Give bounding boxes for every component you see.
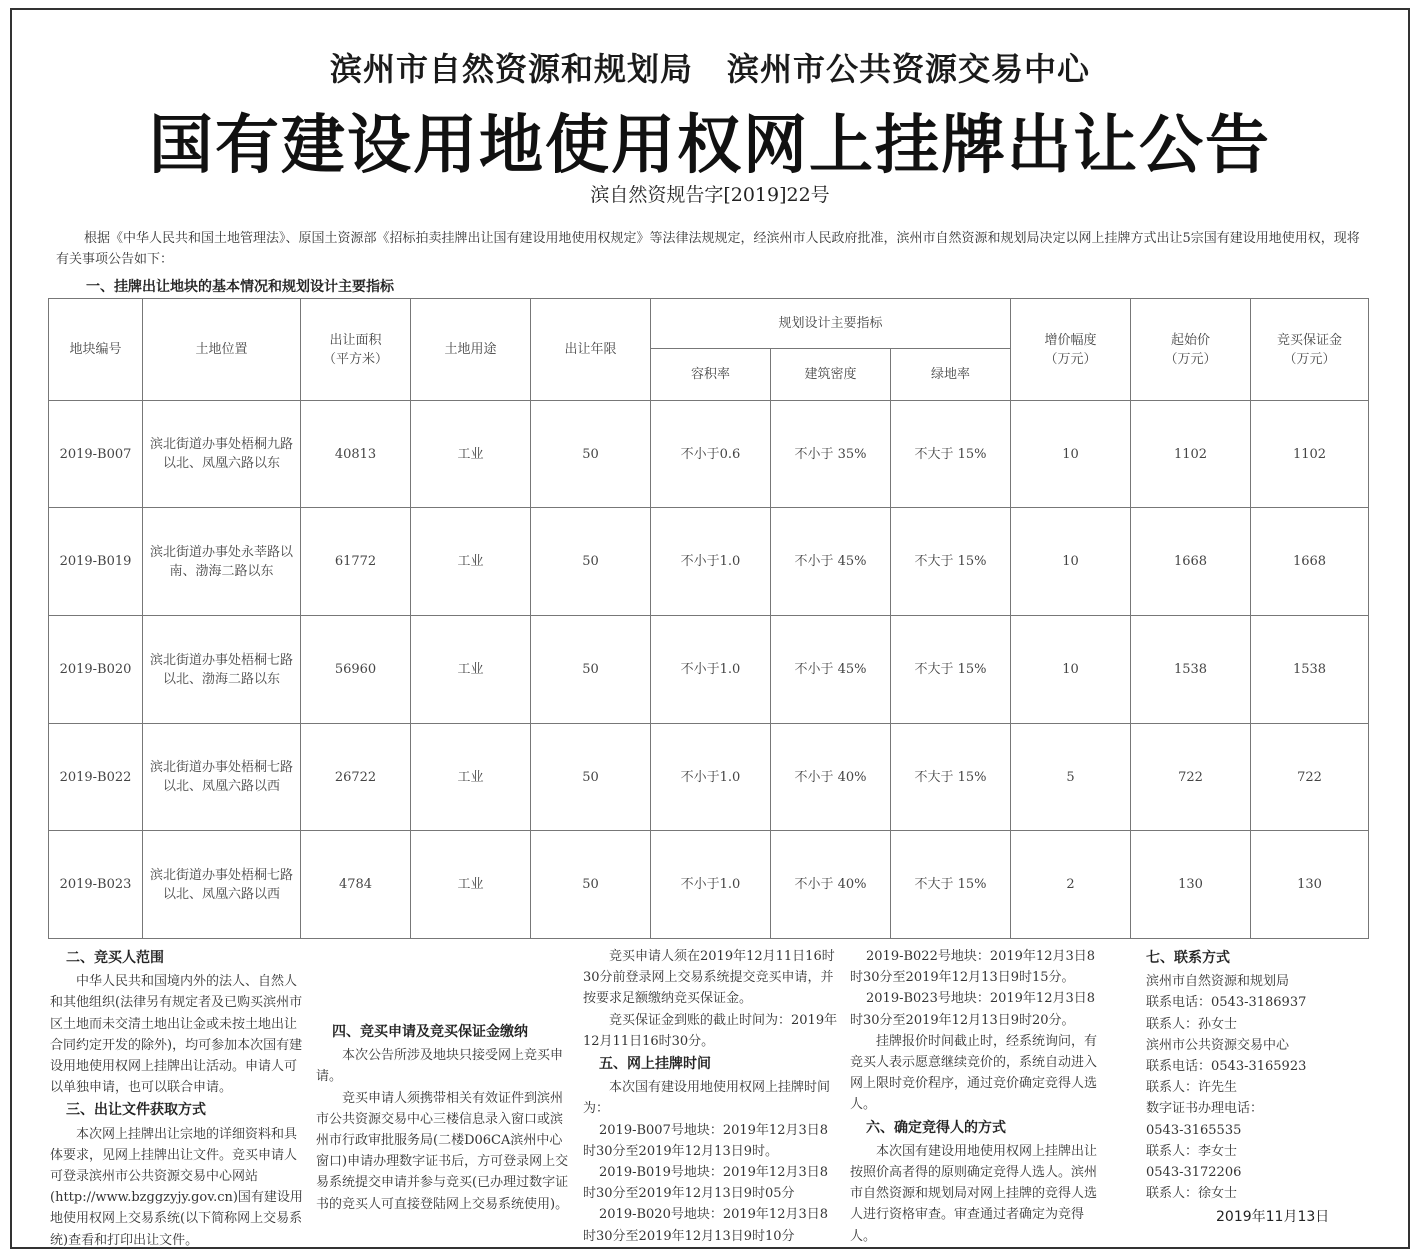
cell-parcel-no: 2019-B020 — [49, 616, 143, 724]
cell-location: 滨北街道办事处梧桐七路以北、凤凰六路以西 — [143, 831, 301, 939]
cell-area: 56960 — [301, 616, 411, 724]
text-column-1 — [50, 946, 305, 1251]
cell-parcel-no: 2019-B007 — [49, 401, 143, 508]
table-row — [49, 831, 1369, 939]
text-column-3 — [583, 946, 839, 1247]
contact-line: 联系人：徐女士 — [1146, 1186, 1238, 1202]
section-4-p1: 本次公告所涉及地块只接受网上竞买申请。 — [316, 1048, 564, 1085]
cell-location: 滨北街道办事处梧桐九路以北、凤凰六路以东 — [143, 401, 301, 508]
header-area: 出让面积 （平方米） — [301, 299, 411, 401]
cell-far: 不小于1.0 — [651, 616, 771, 724]
header-parcel-no: 地块编号 — [49, 299, 143, 401]
cell-use: 工业 — [411, 616, 531, 724]
header-start-price: 起始价 （万元） — [1131, 299, 1251, 401]
cell-start-price: 130 — [1131, 831, 1251, 939]
section-5-p1: 本次国有建设用地使用权网上挂牌时间为： — [583, 1080, 831, 1117]
contact-line: 滨州市自然资源和规划局 — [1146, 974, 1290, 990]
cell-far: 不小于1.0 — [651, 831, 771, 939]
schedule-item: 2019-B023号地块：2019年12月3日8时30分至2019年12月13日9时20分。 — [850, 991, 1096, 1028]
contact-line: 滨州市公共资源交易中心 — [1146, 1037, 1290, 1053]
cell-term: 50 — [531, 508, 651, 616]
cell-increment: 2 — [1011, 831, 1131, 939]
cell-deposit: 1102 — [1251, 401, 1369, 508]
table-row — [49, 724, 1369, 831]
section-4-p3: 竞买申请人须在2019年12月11日16时30分前登录网上交易系统提交竞买申请，并按要求足额缴纳竞买保证金。 — [583, 949, 835, 1007]
issuer-line — [0, 44, 1420, 90]
cell-use: 工业 — [411, 831, 531, 939]
notice-title: 国有建设用地使用权网上挂牌出让公告 — [149, 109, 1271, 183]
cell-green: 不大于 15% — [891, 616, 1011, 724]
cell-term: 50 — [531, 724, 651, 831]
section-5-title: 五、网上挂牌时间 — [599, 1056, 711, 1073]
header-term: 出让年限 — [531, 299, 651, 401]
section-4-title: 四、竞买申请及竞买保证金缴纳 — [332, 1024, 528, 1040]
cell-start-price: 1668 — [1131, 508, 1251, 616]
cell-green: 不大于 15% — [891, 508, 1011, 616]
header-location: 土地位置 — [143, 299, 301, 401]
header-density: 建筑密度 — [771, 349, 891, 401]
contact-line: 0543-3165535 — [1146, 1122, 1242, 1138]
section-3-title: 三、出让文件获取方式 — [66, 1102, 206, 1119]
parcel-table — [48, 298, 1369, 939]
cell-area: 61772 — [301, 508, 411, 616]
cell-far: 不小于1.0 — [651, 508, 771, 616]
header-use: 土地用途 — [411, 299, 531, 401]
table-row — [49, 508, 1369, 616]
cell-increment: 10 — [1011, 616, 1131, 724]
cell-start-price: 1102 — [1131, 401, 1251, 508]
cell-density: 不小于 40% — [771, 831, 891, 939]
contact-line: 联系人：李女士 — [1146, 1143, 1238, 1159]
cell-use: 工业 — [411, 401, 531, 508]
schedule-item: 2019-B019号地块：2019年12月3日8时30分至2019年12月13日9时05分 — [583, 1165, 829, 1202]
intro-paragraph: 根据《中华人民共和国土地管理法》、原国土资源部《招标拍卖挂牌出让国有建设用地使用权规定》等法律法规规定，经滨州市人民政府批准，滨州市自然资源和规划局决定以网上挂牌方式出让5宗国有建设用地使用权，现将有关事项公告如下： — [56, 231, 1360, 267]
cell-green: 不大于 15% — [891, 724, 1011, 831]
contact-column — [1146, 946, 1366, 1204]
contact-line: 联系人：孙女士 — [1146, 1016, 1238, 1032]
section-5-p2: 挂牌报价时间截止时，经系统询问，有竞买人表示愿意继续竞价的，系统自动进入网上限时竞价程序，通过竞价确定竞得人选人。 — [850, 1033, 1098, 1113]
header-deposit: 竞买保证金 （万元） — [1251, 299, 1369, 401]
contact-line: 联系电话：0543-3165923 — [1146, 1059, 1307, 1075]
schedule-item: 2019-B020号地块：2019年12月3日8时30分至2019年12月13日9时10分 — [583, 1207, 829, 1244]
cell-location: 滨北街道办事处梧桐七路以北、渤海二路以东 — [143, 616, 301, 724]
cell-term: 50 — [531, 831, 651, 939]
header-increment: 增价幅度 （万元） — [1011, 299, 1131, 401]
cell-far: 不小于0.6 — [651, 401, 771, 508]
header-far: 容积率 — [651, 349, 771, 401]
section-6-title: 六、确定竞得人的方式 — [866, 1119, 1006, 1136]
cell-area: 40813 — [301, 401, 411, 508]
cell-deposit: 1538 — [1251, 616, 1369, 724]
section-7-title: 七、联系方式 — [1146, 950, 1230, 966]
section-3-body: 本次网上挂牌出让宗地的详细资料和具体要求，见网上挂牌出让文件。竞买申请人可登录滨州市公共资源交易中心网站(http://www.bzggzyjy.gov.cn)国有建设用地使用权网上交易系统(以下简称网上交易系统)查看和打印出让文件。 — [50, 1126, 303, 1248]
section-1-title: 一、挂牌出让地块的基本情况和规划设计主要指标 — [86, 279, 394, 295]
contact-line: 联系人：许先生 — [1146, 1080, 1238, 1096]
text-column-4 — [850, 946, 1106, 1247]
header-planning: 规划设计主要指标 — [651, 299, 1011, 349]
cell-term: 50 — [531, 616, 651, 724]
cell-deposit: 1668 — [1251, 508, 1369, 616]
cell-far: 不小于1.0 — [651, 724, 771, 831]
document-number: 滨自然资规告字[2019]22号 — [590, 184, 830, 206]
cell-green: 不大于 15% — [891, 831, 1011, 939]
cell-deposit: 722 — [1251, 724, 1369, 831]
issuer-1: 滨州市自然资源和规划局 — [329, 50, 693, 88]
section-6-body: 本次国有建设用地使用权网上挂牌出让按照价高者得的原则确定竞得人选人。滨州市自然资源和规划局对网上挂牌的竞得人选人进行资格审查。审查通过者确定为竞得人。 — [850, 1143, 1098, 1244]
cell-start-price: 722 — [1131, 724, 1251, 831]
cell-use: 工业 — [411, 724, 531, 831]
notice-date: 2019年11月13日 — [1216, 1209, 1330, 1225]
cell-increment: 10 — [1011, 401, 1131, 508]
table-row — [49, 616, 1369, 724]
contact-line: 数字证书办理电话： — [1146, 1101, 1264, 1117]
cell-area: 26722 — [301, 724, 411, 831]
issuer-2: 滨州市公共资源交易中心 — [727, 50, 1091, 88]
cell-parcel-no: 2019-B019 — [49, 508, 143, 616]
cell-density: 不小于 35% — [771, 401, 891, 508]
schedule-item: 2019-B007号地块：2019年12月3日8时30分至2019年12月13日9时。 — [583, 1122, 829, 1159]
cell-area: 4784 — [301, 831, 411, 939]
cell-green: 不大于 15% — [891, 401, 1011, 508]
cell-location: 滨北街道办事处梧桐七路以北、凤凰六路以西 — [143, 724, 301, 831]
contact-line: 联系电话：0543-3186937 — [1146, 995, 1307, 1011]
cell-density: 不小于 45% — [771, 616, 891, 724]
section-2-body: 中华人民共和国境内外的法人、自然人和其他组织(法律另有规定者及已购买滨州市区土地而未交清土地出让金或未按土地出让合同约定开发的除外)，均可参加本次国有建设用地使用权网上挂牌出让活动。申请人可以单独申请，也可以联合申请。 — [50, 974, 303, 1096]
section-4-p2: 竞买申请人须携带相关有效证件到滨州市公共资源交易中心三楼信息录入窗口或滨州市行政审批服务局(二楼D06CA滨州中心窗口)申请办理数字证书后，方可登录网上交易系统提交申请并参与竞买(已办理过数字证书的竞买人可直接登陆网上交易系统使用)。 — [316, 1090, 569, 1212]
cell-location: 滨北街道办事处永莘路以南、渤海二路以东 — [143, 508, 301, 616]
cell-deposit: 130 — [1251, 831, 1369, 939]
cell-parcel-no: 2019-B023 — [49, 831, 143, 939]
cell-start-price: 1538 — [1131, 616, 1251, 724]
header-green: 绿地率 — [891, 349, 1011, 401]
text-column-2 — [316, 1020, 572, 1215]
cell-density: 不小于 45% — [771, 508, 891, 616]
schedule-item: 2019-B022号地块：2019年12月3日8时30分至2019年12月13日9时15分。 — [850, 949, 1096, 986]
parcel-rows — [49, 401, 1369, 939]
cell-term: 50 — [531, 401, 651, 508]
cell-use: 工业 — [411, 508, 531, 616]
contact-line: 0543-3172206 — [1146, 1165, 1242, 1181]
table-row — [49, 401, 1369, 508]
cell-increment: 5 — [1011, 724, 1131, 831]
section-4-p4: 竞买保证金到账的截止时间为：2019年12月11日16时30分。 — [583, 1012, 838, 1049]
cell-parcel-no: 2019-B022 — [49, 724, 143, 831]
cell-increment: 10 — [1011, 508, 1131, 616]
cell-density: 不小于 40% — [771, 724, 891, 831]
section-2-title: 二、竞买人范围 — [66, 950, 164, 966]
